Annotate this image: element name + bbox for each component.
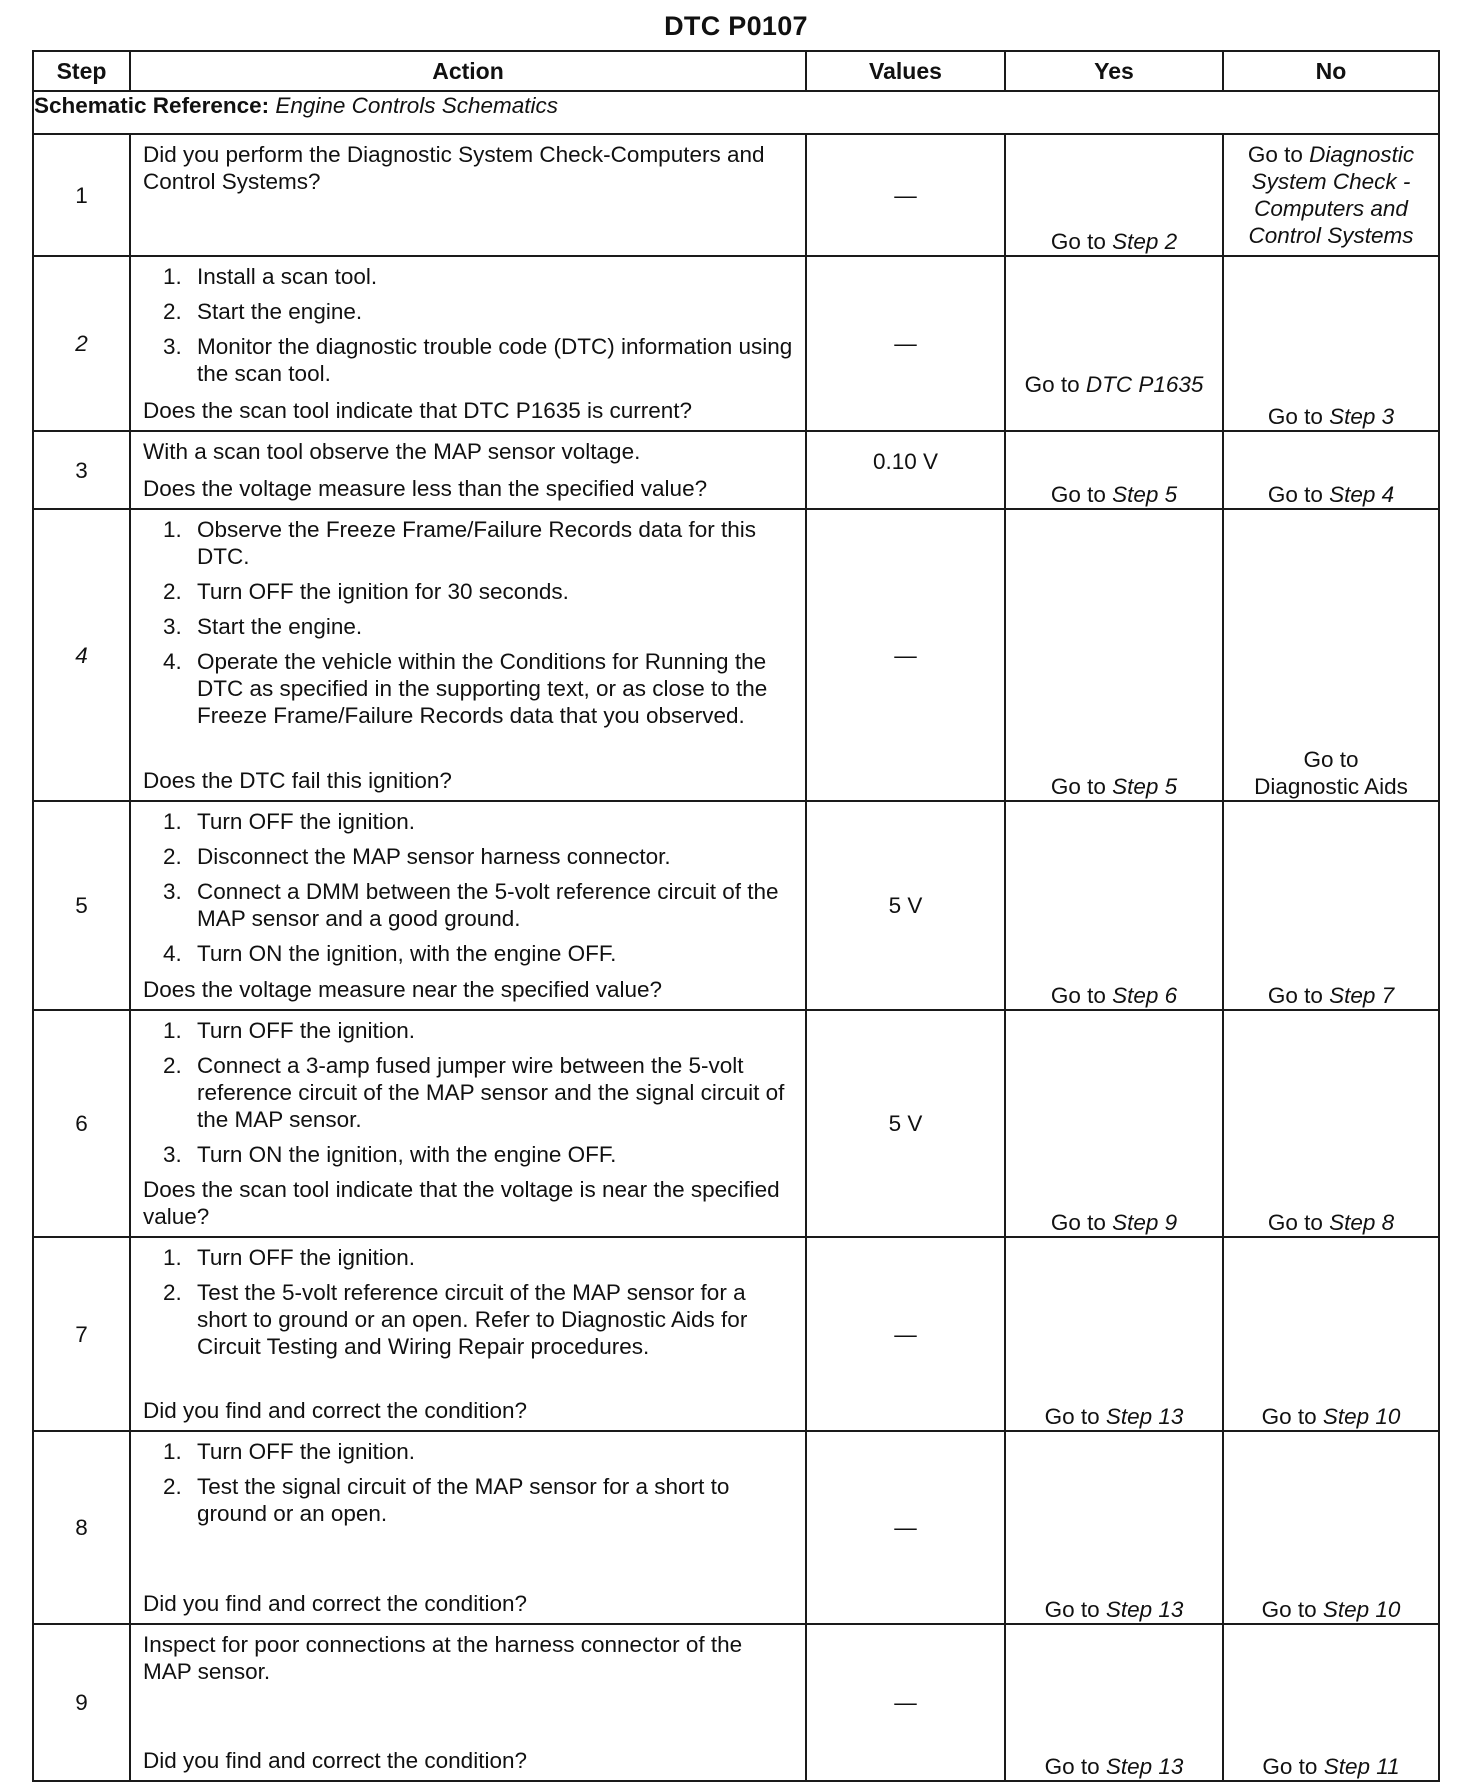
action-cell: [130, 431, 806, 509]
table-row: [33, 134, 1439, 256]
no-target: Step 11: [1323, 1754, 1400, 1779]
goto-prefix: Go to: [1267, 983, 1323, 1008]
values-cell: [806, 431, 1005, 509]
action-question: Does the scan tool indicate that the voltage is near the specified value?: [143, 1177, 780, 1229]
no-cell: [1223, 1431, 1439, 1624]
values-cell: [806, 801, 1005, 1010]
action-step-item: 3. Connect a DMM between the 5-volt reference circuit of the MAP sensor and a good ground.: [163, 879, 779, 931]
action-question: Did you find and correct the condition?: [143, 1748, 527, 1773]
yes-target: Step 9: [1112, 1210, 1178, 1235]
goto-prefix: Go to: [1267, 1210, 1323, 1235]
no-cell: [1223, 431, 1439, 509]
header-step: Step: [33, 51, 130, 91]
no-target: Step 10: [1322, 1404, 1401, 1429]
no-target: Step 4: [1329, 482, 1395, 507]
goto-prefix: Go to: [1044, 1597, 1100, 1622]
values-text: —: [894, 182, 917, 208]
values-text: —: [894, 331, 917, 356]
header-no: No: [1223, 51, 1439, 91]
action-step-item: 1. Turn OFF the ignition.: [163, 809, 416, 834]
table-row: [33, 801, 1439, 1010]
action-text: Did you perform the Diagnostic System Check-Computers and Control Systems?: [143, 142, 765, 194]
yes-cell: [1005, 1431, 1223, 1624]
yes-cell: [1005, 431, 1223, 509]
header-row: [33, 51, 1439, 91]
no-cell: [1223, 1237, 1439, 1431]
goto-prefix: Go to: [1261, 1597, 1317, 1622]
action-steps: [143, 263, 795, 395]
yes-target: Step 6: [1112, 983, 1178, 1008]
values-cell: [806, 1237, 1005, 1431]
yes-target: Step 13: [1105, 1597, 1184, 1622]
step-number: 2: [33, 256, 130, 431]
yes-cell: [1005, 134, 1223, 256]
header-yes: Yes: [1005, 51, 1223, 91]
action-step-item: 2. Start the engine.: [163, 299, 363, 324]
action-step-item: 2. Turn OFF the ignition for 30 seconds.: [163, 579, 569, 604]
goto-prefix: Go to: [1267, 482, 1323, 507]
step-number: 1: [33, 134, 130, 256]
action-step-item: 3. Turn ON the ignition, with the engine OFF.: [163, 1142, 617, 1167]
action-steps: [143, 808, 795, 975]
no-cell: [1223, 256, 1439, 431]
step-number: 6: [33, 1010, 130, 1237]
values-text: 5 V: [888, 1111, 923, 1136]
no-cell: [1223, 134, 1439, 256]
diagnostic-table: [32, 50, 1440, 1782]
action-step-item: 3. Start the engine.: [163, 614, 363, 639]
values-text: 5 V: [888, 893, 923, 918]
action-cell: [130, 509, 806, 801]
no-target: Step 10: [1322, 1597, 1401, 1622]
action-cell: [130, 134, 806, 256]
yes-target: DTC P1635: [1085, 372, 1204, 397]
yes-cell: [1005, 1237, 1223, 1431]
step-number: 7: [33, 1237, 130, 1431]
action-step-item: 4. Turn ON the ignition, with the engine OFF.: [163, 941, 617, 966]
action-step-item: 2. Disconnect the MAP sensor harness connector.: [163, 844, 671, 869]
yes-target: Step 5: [1112, 774, 1178, 799]
action-cell: [130, 256, 806, 431]
action-steps: [143, 1244, 795, 1368]
action-steps: [143, 1017, 795, 1176]
action-step-item: 1. Turn OFF the ignition.: [163, 1018, 416, 1043]
yes-target: Step 13: [1105, 1404, 1184, 1429]
goto-prefix: Go to: [1267, 404, 1323, 429]
action-steps: [143, 516, 795, 737]
goto-prefix: Go to: [1050, 983, 1106, 1008]
action-cell: [130, 1237, 806, 1431]
step-number: 9: [33, 1624, 130, 1781]
action-cell: [130, 1431, 806, 1624]
action-question: Did you find and correct the condition?: [143, 1591, 527, 1616]
goto-prefix: Go to: [1261, 1404, 1317, 1429]
goto-prefix: Go to: [1262, 1754, 1318, 1779]
yes-cell: [1005, 256, 1223, 431]
goto-prefix: Go to: [1247, 142, 1303, 167]
yes-target: Step 5: [1112, 482, 1178, 507]
action-step-item: 1. Turn OFF the ignition.: [163, 1245, 416, 1270]
no-cell: [1223, 1010, 1439, 1237]
action-cell: [130, 801, 806, 1010]
no-target: Diagnostic System Check - Computers and Control Systems: [1248, 142, 1415, 248]
action-question: Does the DTC fail this ignition?: [143, 768, 452, 793]
action-text: Inspect for poor connections at the harness connector of the MAP sensor.: [143, 1632, 743, 1684]
schematic-reference-row: [33, 91, 1439, 134]
no-cell: [1223, 1624, 1439, 1781]
schematic-reference-value: Engine Controls Schematics: [275, 93, 559, 118]
header-values: Values: [806, 51, 1005, 91]
schematic-reference: [33, 91, 1439, 134]
action-step-item: 3. Monitor the diagnostic trouble code (DTC) information using the scan tool.: [163, 334, 793, 386]
action-step-item: 1. Install a scan tool.: [163, 264, 378, 289]
yes-cell: [1005, 1624, 1223, 1781]
action-question: Does the voltage measure near the specified value?: [143, 977, 663, 1002]
table-row: [33, 431, 1439, 509]
table-row: [33, 1010, 1439, 1237]
action-step-item: 2. Connect a 3-amp fused jumper wire between the 5-volt reference circuit of the MAP sensor and the signal circuit of the MAP sensor.: [163, 1053, 785, 1132]
action-cell: [130, 1624, 806, 1781]
yes-cell: [1005, 801, 1223, 1010]
values-cell: [806, 1624, 1005, 1781]
yes-target: Step 13: [1105, 1754, 1184, 1779]
no-cell: [1223, 509, 1439, 801]
goto-prefix: Go to: [1050, 482, 1106, 507]
page-title: DTC P0107: [664, 11, 808, 41]
header-action: Action: [130, 51, 806, 91]
goto-prefix: Go to: [1044, 1754, 1100, 1779]
yes-cell: [1005, 1010, 1223, 1237]
action-step-item: 4. Operate the vehicle within the Conditions for Running the DTC as specified in the supporting text, or as close to the Freeze Frame/Failure Records data that you observed.: [163, 649, 768, 728]
no-target: Step 3: [1329, 404, 1395, 429]
no-target: Step 8: [1329, 1210, 1395, 1235]
values-text: —: [894, 1515, 917, 1540]
action-step-item: 2. Test the 5-volt reference circuit of the MAP sensor for a short to ground or an open. Refer to Diagnostic Aids for Circuit Testing and Wiring Repair procedures.: [163, 1280, 748, 1359]
goto-prefix: Go to: [1024, 372, 1080, 397]
values-cell: [806, 1010, 1005, 1237]
values-cell: [806, 509, 1005, 801]
goto-prefix: Go to: [1050, 1210, 1106, 1235]
yes-cell: [1005, 509, 1223, 801]
values-cell: [806, 1431, 1005, 1624]
values-text: 0.10 V: [872, 449, 939, 474]
schematic-reference-label: Schematic Reference:: [34, 93, 270, 118]
table-row: [33, 1237, 1439, 1431]
action-question: Does the voltage measure less than the specified value?: [143, 476, 708, 501]
values-cell: [806, 134, 1005, 256]
action-step-item: 1. Observe the Freeze Frame/Failure Records data for this DTC.: [163, 517, 756, 569]
action-cell: [130, 1010, 806, 1237]
action-question: Does the scan tool indicate that DTC P1635 is current?: [143, 398, 693, 423]
goto-prefix: Go to: [1044, 1404, 1100, 1429]
action-question: Did you find and correct the condition?: [143, 1398, 527, 1423]
no-text-line-1: Go to: [1303, 747, 1359, 772]
goto-prefix: Go to: [1050, 774, 1106, 799]
values-text: —: [894, 1690, 917, 1715]
values-cell: [806, 256, 1005, 431]
action-step-item: 2. Test the signal circuit of the MAP sensor for a short to ground or an open.: [163, 1474, 730, 1526]
step-number: 8: [33, 1431, 130, 1624]
values-text: —: [894, 642, 917, 668]
goto-prefix: Go to: [1050, 229, 1106, 254]
no-target: Step 7: [1329, 983, 1395, 1008]
step-number: 4: [33, 509, 130, 801]
action-steps: [143, 1438, 795, 1535]
table-row: [33, 1431, 1439, 1624]
step-number: 5: [33, 801, 130, 1010]
action-text: With a scan tool observe the MAP sensor voltage.: [143, 439, 641, 464]
table-row: [33, 256, 1439, 431]
action-step-item: 1. Turn OFF the ignition.: [163, 1439, 416, 1464]
no-cell: [1223, 801, 1439, 1010]
values-text: —: [894, 1321, 917, 1347]
no-text-line-2: Diagnostic Aids: [1254, 774, 1408, 799]
table-row: [33, 509, 1439, 801]
step-number: 3: [33, 431, 130, 509]
yes-target: Step 2: [1112, 229, 1178, 254]
table-row: [33, 1624, 1439, 1781]
